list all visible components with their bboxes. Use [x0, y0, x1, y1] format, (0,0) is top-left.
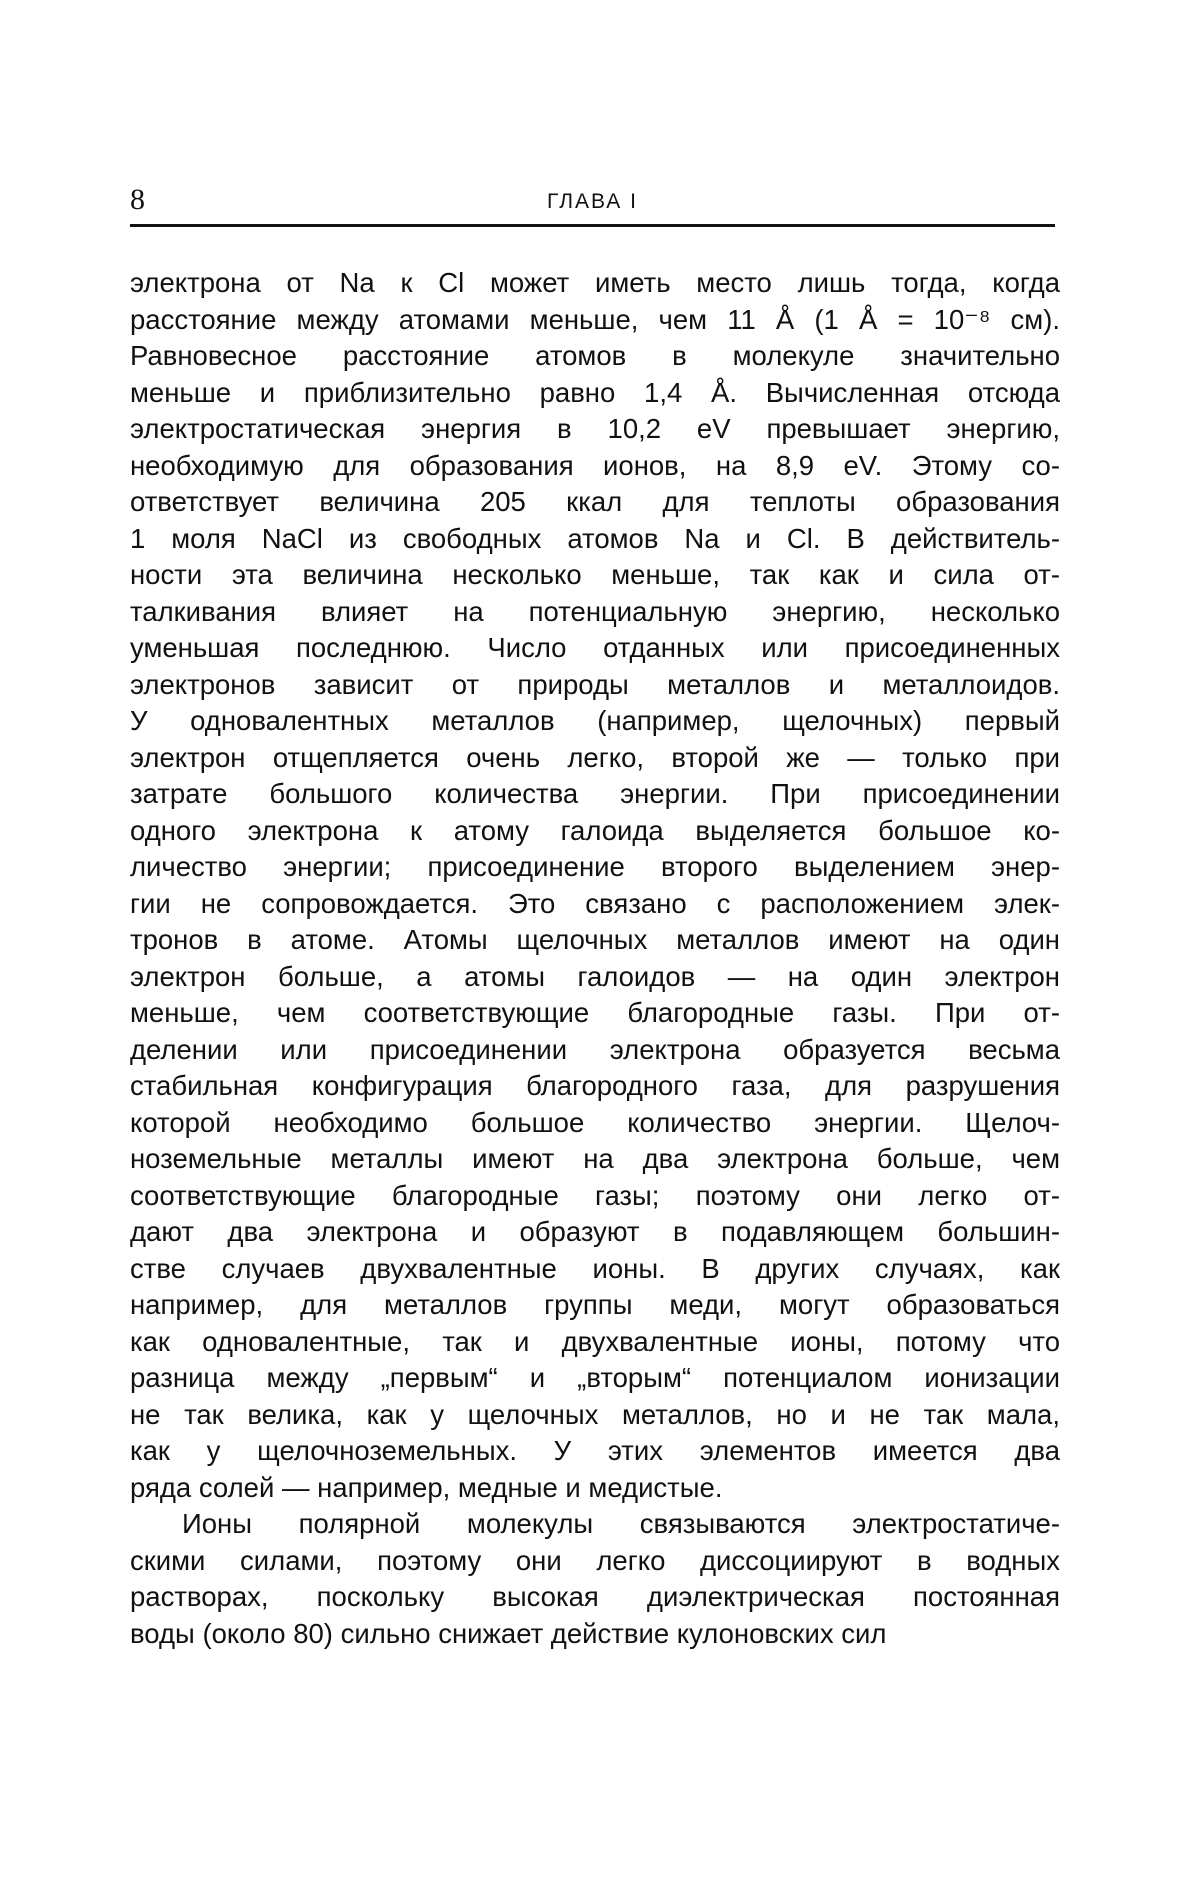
text-line: электрон больше, а атомы галоидов — на один электрон — [130, 960, 1060, 992]
body-text — [130, 265, 1060, 1652]
text-line: стве случаев двухвалентные ионы. В других случаях, как — [130, 1252, 1060, 1284]
text-line: как у щелочноземельных. У этих элементов имеется два — [130, 1435, 1060, 1466]
text-line: как одновалентные, так и двухвалентные ионы, потому что — [130, 1325, 1060, 1357]
text-line: меньше, чем соответствующие благородные газы. При от- — [130, 997, 1060, 1028]
text-line: делении или присоединении электрона образуется весьма — [130, 1033, 1060, 1065]
text-line: ответствует величина 205 ккал для теплоты образования — [130, 486, 1060, 517]
text-line: Ионы полярной молекулы связываются электростатиче- — [182, 1508, 1060, 1539]
text-line: стабильная конфигурация благородного газа, для разрушения — [130, 1070, 1060, 1101]
text-line: разница между „первым“ и „вторым“ потенциалом ионизации — [130, 1362, 1060, 1393]
text-line: электронов зависит от природы металлов и металлоидов. — [130, 668, 1060, 700]
text-line: талкивания влияет на потенциальную энергию, несколько — [130, 595, 1060, 627]
text-line: гии не сопровождается. Это связано с расположением элек- — [130, 887, 1060, 919]
text-line: ности эта величина несколько меньше, так как и сила от- — [130, 559, 1060, 590]
text-line: электростатическая энергия в 10,2 eV превышает энергию, — [130, 413, 1060, 444]
text-line: электрон отщепляется очень легко, второй же — только при — [130, 741, 1060, 773]
text-line: например, для металлов группы меди, могут образоваться — [130, 1289, 1060, 1320]
text-line: одного электрона к атому галоида выделяется большое ко- — [130, 814, 1060, 846]
text-line: растворах, поскольку высокая диэлектрическая постоянная — [130, 1581, 1060, 1612]
text-line: необходимую для образования ионов, на 8,9 eV. Этому со- — [130, 449, 1060, 481]
text-line: затрате большого количества энергии. При присоединении — [130, 778, 1060, 809]
page-number: 8 — [130, 183, 145, 216]
text-line: электрона от Na к Cl может иметь место лишь тогда, когда — [130, 267, 1060, 298]
text-line: Равновесное расстояние атомов в молекуле значительно — [130, 340, 1060, 371]
paragraph-2 — [130, 1506, 1060, 1652]
text-line: дают два электрона и образуют в подавляющем большин- — [130, 1216, 1060, 1247]
text-line: ряда солей — например, медные и медистые. — [130, 1471, 723, 1503]
running-header — [130, 180, 1055, 227]
text-line: которой необходимо большое количество энергии. Щелоч- — [130, 1106, 1060, 1138]
text-line: меньше и приблизительно равно 1,4 Å. Вычисленная отсюда — [130, 376, 1060, 408]
text-line: воды (около 80) сильно снижает действие кулоновских сил — [130, 1617, 887, 1649]
chapter-title: ГЛАВА I — [547, 190, 638, 213]
text-line: ноземельные металлы имеют на два электрона больше, чем — [130, 1143, 1060, 1174]
text-line: тронов в атоме. Атомы щелочных металлов имеют на один — [130, 924, 1060, 955]
paragraph-1 — [130, 265, 1060, 1506]
text-line: соответствующие благородные газы; поэтому они легко от- — [130, 1179, 1060, 1211]
text-line: не так велика, как у щелочных металлов, но и не так мала, — [130, 1398, 1060, 1430]
text-line: 1 моля NaCl из свободных атомов Na и Cl. В действитель- — [130, 522, 1060, 554]
text-line: уменьшая последнюю. Число отданных или присоединенных — [130, 632, 1060, 663]
text-line: личество энергии; присоединение второго выделением энер- — [130, 851, 1060, 882]
text-line: расстояние между атомами меньше, чем 11 Å (1 Å = 10⁻⁸ см). — [130, 303, 1060, 335]
text-line: У одновалентных металлов (например, щелочных) первый — [130, 705, 1060, 736]
text-line: скими силами, поэтому они легко диссоциируют в водных — [130, 1544, 1060, 1576]
